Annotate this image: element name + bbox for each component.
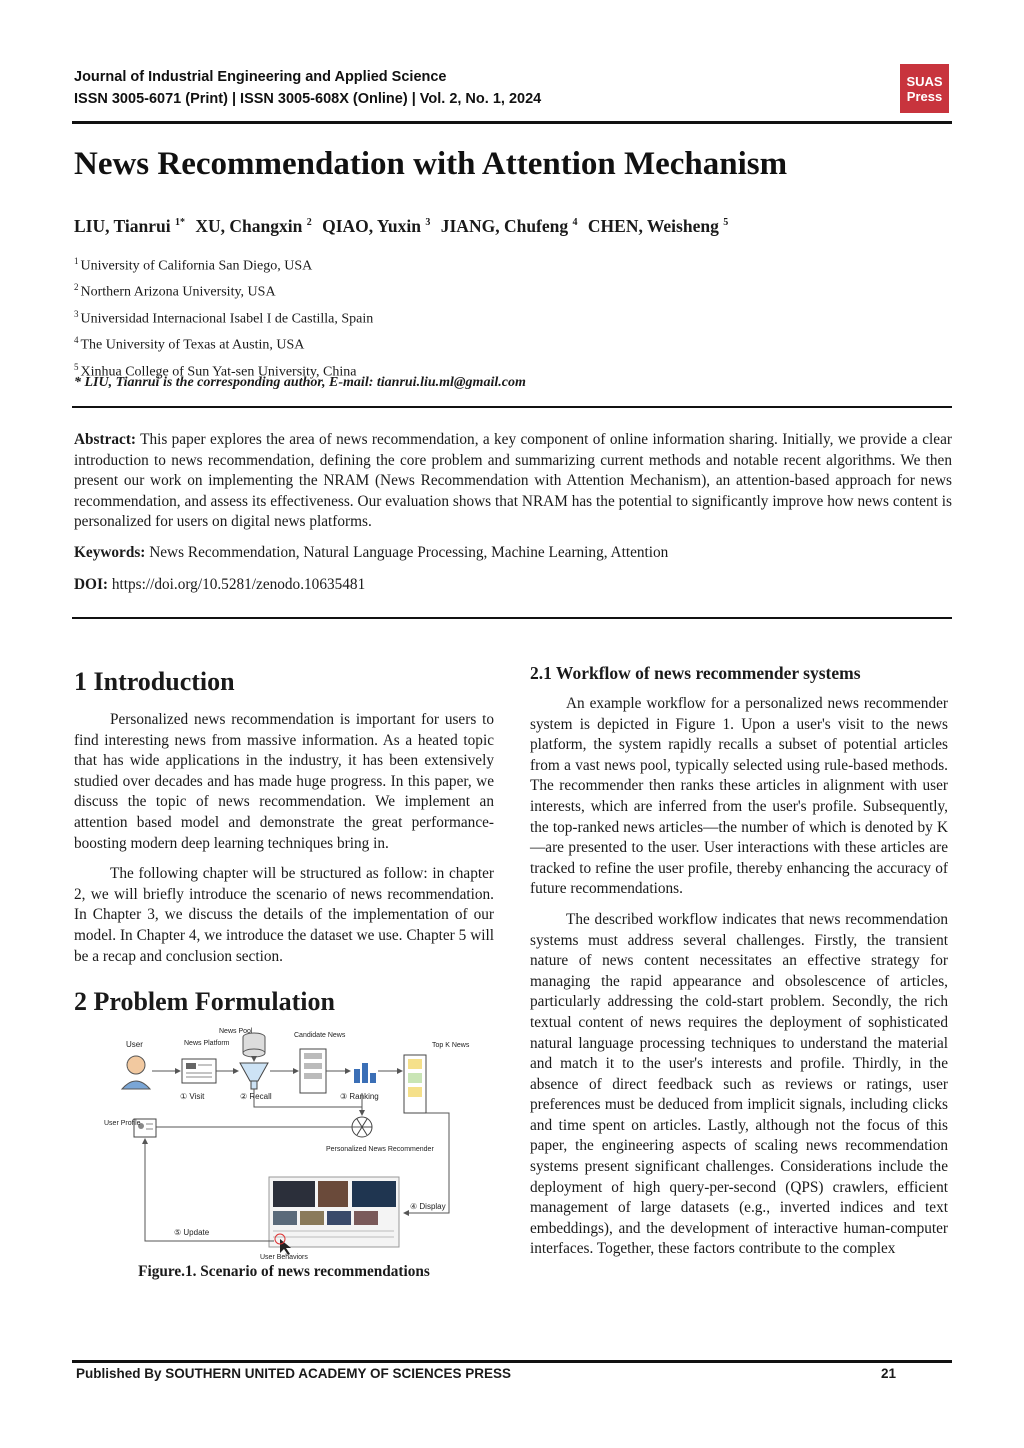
- author-list: [74, 216, 734, 237]
- intro-paragraph-1: Personalized news recommendation is important for users to find interesting news from massive information. As a heated topic that has wide applications in the industry, it has been extensively studied over decades and has made huge progress. In this paper, we discuss the topic of news recommendation. We implement an attention based model and demonstrate the great performance-boosting modern deep learning techniques bring in.: [74, 711, 494, 852]
- journal-name: Journal of Industrial Engineering and Applied Science: [74, 69, 447, 85]
- label-visit: ① Visit: [180, 1092, 205, 1102]
- label-update: ⑤ Update: [174, 1228, 210, 1238]
- user-icon: [122, 1056, 150, 1089]
- section-heading-introduction: 1 Introduction: [74, 667, 235, 696]
- journal-header: [74, 66, 954, 126]
- abstract-text: This paper explores the area of news recommendation, a key component of online information sharing. Initially, we provide a clear introduction to news recommendation, defining the core problem and summarizing current methods and notable recent algorithms. We then present our work on implementing the NRAM (News Recommendation with Attention Mechanism), an attention-based approach for news recommendation, and assess its effectiveness. Our evaluation shows that NRAM has the potential to significantly improve how news content is personalized for users on digital news platforms.: [74, 431, 952, 531]
- abstract-rule: [72, 617, 952, 619]
- label-user-behaviors: User Behaviors: [260, 1254, 308, 1260]
- header-rule: [72, 121, 952, 124]
- logo-line2: Press: [906, 88, 943, 104]
- title-rule: [72, 406, 952, 408]
- author: CHEN, Weisheng $^5$: [587, 216, 729, 236]
- figure-caption: Figure.1. Scenario of news recommendations: [138, 1263, 430, 1281]
- affiliation: $^2$ Northern Arizona University, USA: [74, 282, 276, 301]
- affiliation: $^4$ The University of Texas at Austin, USA: [74, 335, 305, 354]
- logo-line1: SUAS: [906, 73, 943, 89]
- candidate-news-icon: [300, 1049, 326, 1093]
- keywords-label: Keywords:: [74, 544, 146, 561]
- abstract: [74, 430, 952, 533]
- database-icon: [243, 1033, 265, 1057]
- label-display: ④ Display: [410, 1202, 446, 1212]
- workflow-paragraph-2: The described workflow indicates that news recommendation systems must address several challenges. Firstly, the transient nature of news content necessitates an effective strategy for managing the rapid appearance and obsolescence of articles, particularly addressing the cold-start problem. Secondly, the rich textual content of news requires the deployment of sophisticated natural language processing techniques to understand the material and match it to the user's interests and profile. Thirdly, in the absence of direct feedback such as reviews or ratings, user preferences must be deduced from implicit signals, including clicks and time spent on articles. Lastly, although not the focus of this paper, the engineering aspects of scaling news recommendation systems present significant challenges. Considerations include the deployment of high query-per-second (QPS) crawlers, efficient management of large datasets (e.g., inverted indices and text embeddings), and the development of interactive human-computer interfaces. Together, these factors contribute to the complex: [530, 910, 948, 1258]
- label-user-profile: User Profile: [104, 1120, 141, 1128]
- footer-rule: [72, 1360, 952, 1363]
- workflow-paragraph-1: An example workflow for a personalized news recommender system is depicted in Figure 1. Upon a user's visit to the news platform, the system rapidly recalls a subset of potential articles from a vast news pool, typically selected using rule-based methods. The recommender then ranks these articles in alignment with user interests, which are inferred from the user's profile. Subsequently, the top-ranked news articles—the number of which is denoted by K—are presented to the user. User interactions with these articles are tracked to refine the user profile, thereby enhancing the accuracy of future recommendations.: [530, 695, 948, 898]
- news-screenshots-image: [269, 1177, 399, 1247]
- top-k-news-icon: [404, 1055, 426, 1113]
- affiliation-list: [74, 251, 373, 383]
- doi-label: DOI:: [74, 576, 108, 593]
- label-recommender: Personalized News Recommender: [326, 1146, 434, 1154]
- affiliation: $^5$ Xinhua College of Sun Yat-sen University, China: [74, 361, 357, 380]
- label-news-pool: News Pool: [219, 1028, 253, 1036]
- left-column: [74, 660, 494, 1281]
- keywords-text: News Recommendation, Natural Language Processing, Machine Learning, Attention: [149, 544, 669, 561]
- label-user: User: [126, 1040, 143, 1050]
- subsection-heading-workflow: 2.1 Workflow of news recommender systems: [530, 663, 861, 683]
- author: XU, Changxin $^2$: [195, 216, 312, 236]
- label-top-k-news: Top K News: [432, 1042, 470, 1050]
- issn-line: ISSN 3005-6071 (Print) | ISSN 3005-608X (Online) | Vol. 2, No. 1, 2024: [74, 91, 542, 107]
- right-column: [530, 660, 948, 1260]
- intro-paragraph-2: The following chapter will be structured as follow: in chapter 2, we will briefly introduce the scenario of news recommendation. In Chapter 3, we discuss the details of the implementation of our model. In Chapter 4, we introduce the dataset we use. Chapter 5 will be a recap and conclusion section.: [74, 865, 494, 965]
- suas-press-logo: [900, 64, 949, 113]
- publisher-footer: Published By SOUTHERN UNITED ACADEMY OF SCIENCES PRESS: [76, 1366, 512, 1381]
- affiliation: $^1$ University of California San Diego, USA: [74, 256, 313, 274]
- news-platform-icon: [182, 1059, 216, 1083]
- section-heading-problem-formulation: 2 Problem Formulation: [74, 987, 335, 1017]
- label-recall: ② Recall: [240, 1092, 272, 1102]
- doi: [74, 576, 365, 594]
- corresponding-author-note: * LIU, Tianrui is the corresponding author, E-mail: tianrui.liu.ml@gmail.com: [74, 375, 526, 390]
- ranking-icon: [354, 1063, 376, 1083]
- funnel-icon: [240, 1063, 268, 1089]
- page-number: 21: [880, 1366, 896, 1381]
- doi-link[interactable]: https://doi.org/10.5281/zenodo.10635481: [111, 576, 366, 593]
- author: LIU, Tianrui $^{1*}$: [74, 216, 185, 236]
- affiliation: $^3$ Universidad Internacional Isabel I de Castilla, Spain: [74, 308, 374, 327]
- figure-scenario-diagram: [104, 1027, 484, 1259]
- author: QIAO, Yuxin $^3$: [322, 216, 431, 236]
- label-news-platform: News Platform: [184, 1040, 230, 1048]
- label-candidate-news: Candidate News: [294, 1032, 346, 1040]
- author: JIANG, Chufeng $^4$: [440, 216, 578, 236]
- abstract-label: Abstract:: [74, 431, 137, 448]
- keywords: [74, 544, 668, 562]
- paper-title: News Recommendation with Attention Mechanism: [74, 146, 788, 182]
- label-ranking: ③ Ranking: [340, 1092, 379, 1102]
